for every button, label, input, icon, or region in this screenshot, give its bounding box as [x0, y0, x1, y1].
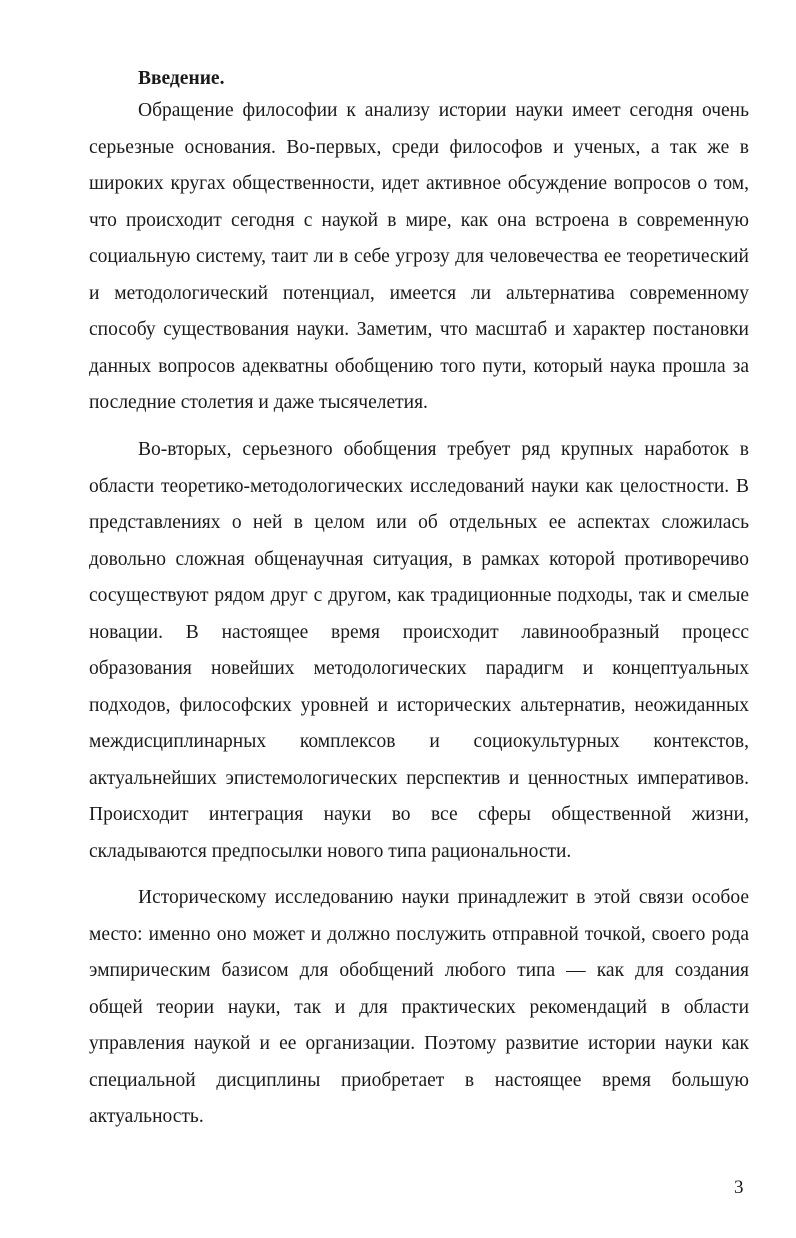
paragraph-2: Во-вторых, серьезного обобщения требует ряд крупных наработок в области теоретико-методологических исследований науки как целостности. В представлениях о ней в целом или об отдельных ее аспектах сложилась довольно сложная общенаучная ситуация, в рамках которой противоречиво сосуществуют рядом друг с другом, как традиционные подходы, так и смелые новации. В настоящее время происходит лавинообразный процесс образования новейших методологических парадигм и концептуальных подходов, философских уровней и исторических альтернатив, неожиданных междисциплинарных комплексов и социокультурных контекстов, актуальнейших эпистемологических перспектив и ценностных императивов. Происходит интеграция науки во все сферы общественной жизни, складываются предпосылки нового типа рациональности.: [89, 439, 749, 862]
section-heading: Введение.: [138, 68, 225, 89]
paragraph-3: Историческому исследованию науки принадлежит в этой связи особое место: именно оно может и должно послужить отправной точкой, своего рода эмпирическим базисом для обобщений любого типа — как для создания общей теории науки, так и для практических рекомендаций в области управления наукой и ее организации. Поэтому развитие истории науки как специальной дисциплины приобретает в настоящее время большую актуальность.: [89, 887, 749, 1127]
paragraph-1: Обращение философии к анализу истории науки имеет сегодня очень серьезные основания. Во-первых, среди философов и ученых, а так же в широких кругах общественности, идет активное обсуждение вопросов о том, что происходит сегодня с наукой в мире, как она встроена в современную социальную систему, таит ли в себе угрозу для человечества ее теоретический и методологический потенциал, имеется ли альтернатива современному способу существования науки. Заметим, что масштаб и характер постановки данных вопросов адекватны обобщению того пути, который наука прошла за последние столетия и даже тысячелетия.: [89, 100, 749, 413]
page-number: 3: [734, 1177, 744, 1198]
